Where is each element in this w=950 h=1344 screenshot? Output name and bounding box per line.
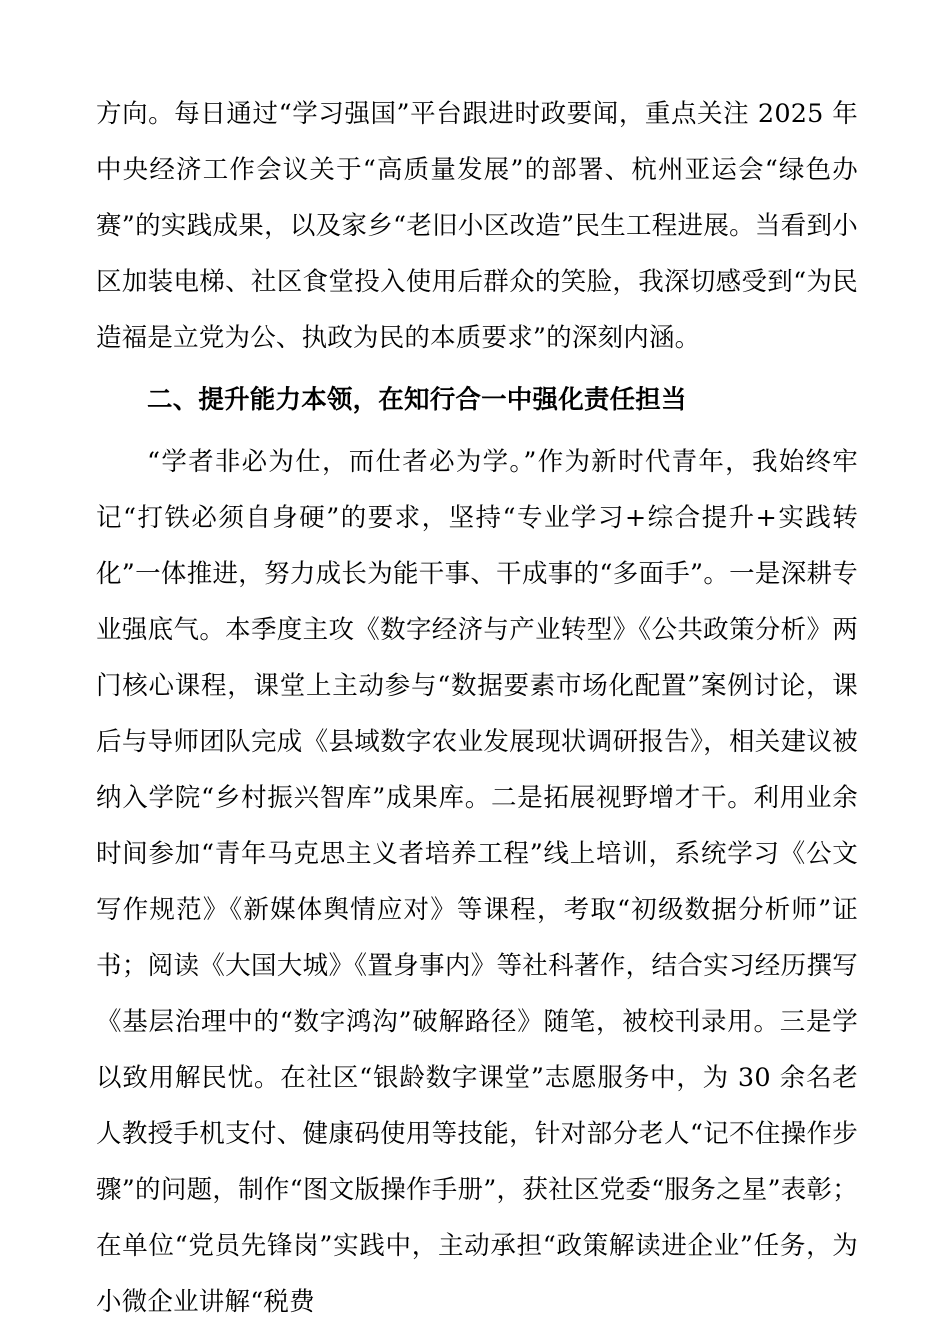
heading-section-two: 二、提升能力本领，在知行合一中强化责任担当 <box>147 385 687 415</box>
document-body <box>96 86 858 1330</box>
paragraph-section-one-tail: 方向。每日通过“学习强国”平台跟进时政要闻，重点关注 2025 年中央经济工作会议关于“高质量发展”的部署、杭州亚运会“绿色办赛”的实践成果，以及家乡“老旧小区改造”民生工程进展。当看到小区加装电梯、社区食堂投入使用后群众的笑脸，我深切感受到“为民造福是立党为公、执政为民的本质要求”的深刻内涵。 <box>96 99 858 353</box>
paragraph-section-two-body: “学者非必为仕，而仕者必为学。”作为新时代青年，我始终牢记“打铁必须自身硬”的要求，坚持“专业学习+综合提升+实践转化”一体推进，努力成长为能干事、干成事的“多面手”。一是深耕专业强底气。本季度主攻《数字经济与产业转型》《公共政策分析》两门核心课程，课堂上主动参与“数据要素市场化配置”案例讨论，课后与导师团队完成《县域数字农业发展现状调研报告》，相关建议被纳入学院“乡村振兴智库”成果库。二是拓展视野增才干。利用业余时间参加“青年马克思主义者培养工程”线上培训，系统学习《公文写作规范》《新媒体舆情应对》等课程，考取“初级数据分析师”证书；阅读《大国大城》《置身事内》等社科著作，结合实习经历撰写《基层治理中的“数字鸿沟”破解路径》随笔，被校刊录用。三是学以致用解民忧。在社区“银龄数字课堂”志愿服务中，为 30 余名老人教授手机支付、健康码使用等技能，针对部分老人“记不住操作步骤”的问题，制作“图文版操作手册”，获社区党委“服务之星”表彰；在单位“党员先锋岗”实践中，主动承担“政策解读进企业”任务，为小微企业讲解“税费 <box>96 447 858 1317</box>
